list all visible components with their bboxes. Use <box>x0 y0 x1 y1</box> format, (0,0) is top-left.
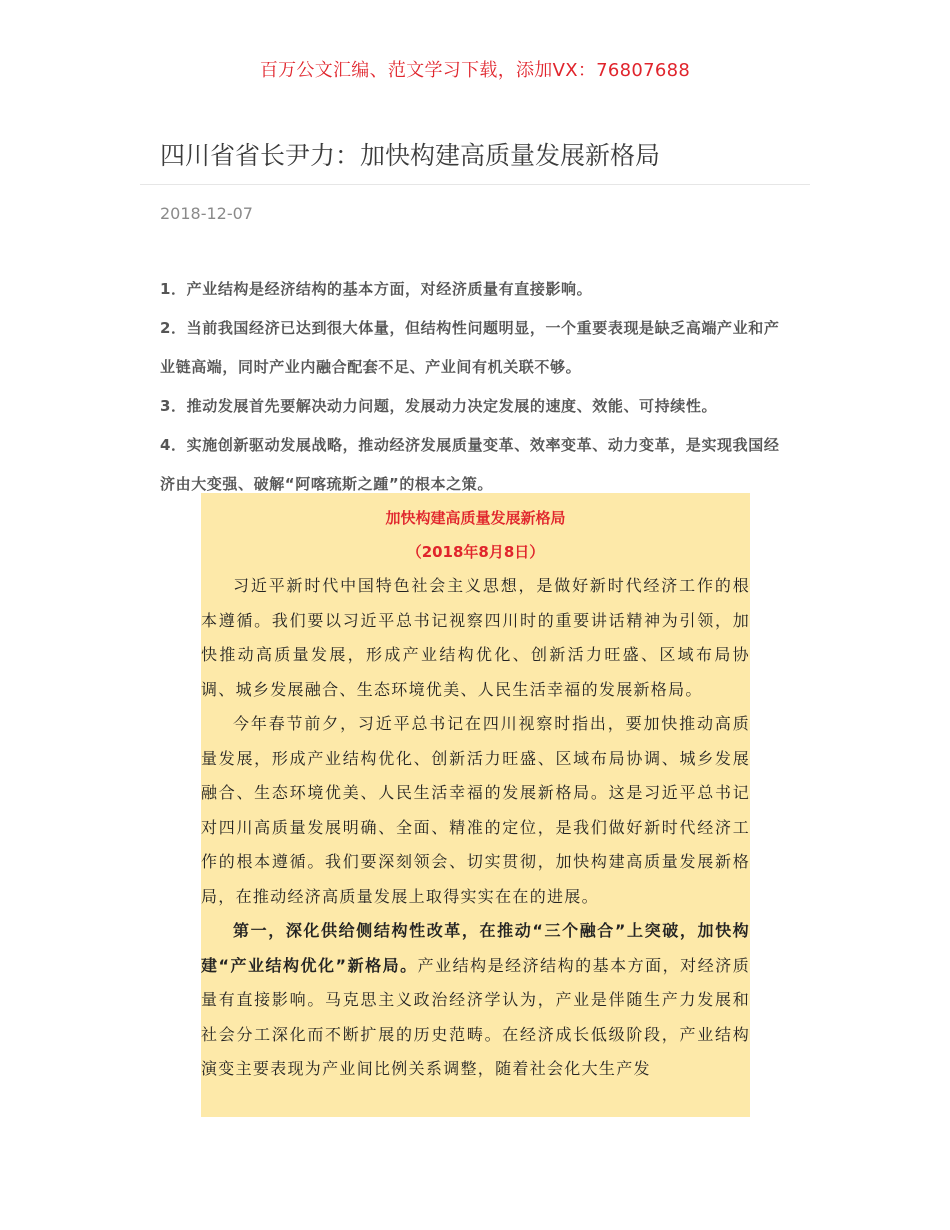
article-paragraph <box>201 914 750 1087</box>
article-date: （2018年8月8日） <box>406 543 545 561</box>
article-body <box>201 569 750 1087</box>
summary-item: 1．产业结构是经济结构的基本方面，对经济质量有直接影响。 <box>160 280 593 298</box>
article-paragraph: 今年春节前夕，习近平总书记在四川视察时指出，要加快推动高质量发展，形成产业结构优化、创新活力旺盛、区域布局协调、城乡发展融合、生态环境优美、人民生活幸福的发展新格局。这是习近平总书记对四川高质量发展明确、全面、精准的定位，是我们做好新时代经济工作的根本遵循。我们要深刻领会、切实贯彻，加快构建高质量发展新格局，在推动经济高质量发展上取得实实在在的进展。 <box>201 714 750 906</box>
summary-item: 4．实施创新驱动发展战略，推动经济发展质量变革、效率变革、动力变革，是实现我国经济由大变强、破解“阿喀琉斯之踵”的根本之策。 <box>160 436 780 493</box>
section-text: 产业结构是经济结构的基本方面，对经济质量有直接影响。马克思主义政治经济学认为，产业是伴随生产力发展和社会分工深化而不断扩展的历史范畴。在经济成长低级阶段，产业结构演变主要表现为产业间比例关系调整，随着社会化大生产发 <box>201 955 750 1078</box>
title-divider <box>140 184 810 185</box>
summary-item: 3．推动发展首先要解决动力问题，发展动力决定发展的速度、效能、可持续性。 <box>160 397 718 415</box>
article-title: 加快构建高质量发展新格局 <box>385 509 566 527</box>
header-banner: 百万公文汇编、范文学习下载，添加VX：76807688 <box>259 60 691 81</box>
section-heading: 第一，深化供给侧结构性改革，在推动“三个融合”上突破，加快构建“产业结构优化”新格局。 <box>201 921 750 975</box>
article-paragraph: 习近平新时代中国特色社会主义思想，是做好新时代经济工作的根本遵循。我们要以习近平总书记视察四川时的重要讲话精神为引领，加快推动高质量发展，形成产业结构优化、创新活力旺盛、区域布局协调、城乡发展融合、生态环境优美、人民生活幸福的发展新格局。 <box>201 576 750 699</box>
publish-date: 2018-12-07 <box>160 204 253 223</box>
page-title: 四川省省长尹力：加快构建高质量发展新格局 <box>160 141 661 170</box>
summary-list <box>160 270 790 504</box>
summary-item: 2．当前我国经济已达到很大体量，但结构性问题明显，一个重要表现是缺乏高端产业和产业链高端，同时产业内融合配套不足、产业间有机关联不够。 <box>160 319 780 376</box>
article-excerpt <box>201 493 750 1117</box>
